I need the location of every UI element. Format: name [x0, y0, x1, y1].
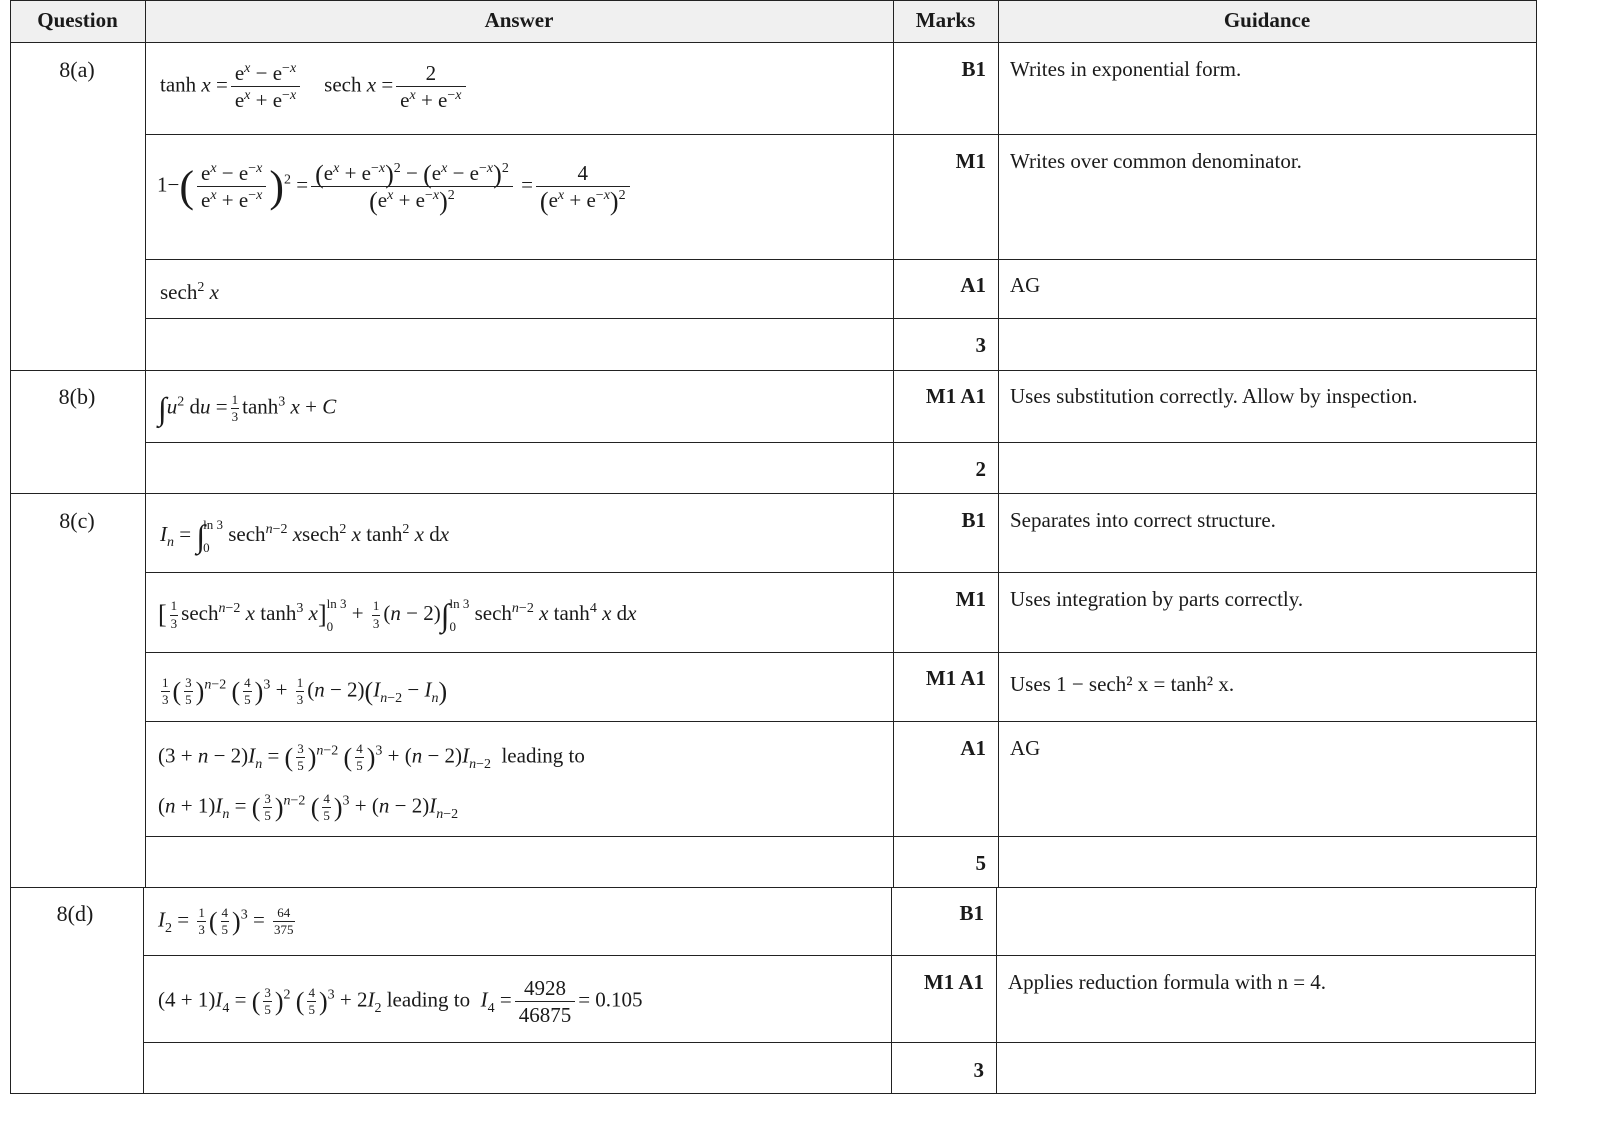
- answer-formula-rearranged: $(3 + n - 2)I_n$ = ( $\frac{3}{5}$ )$^{n-2}$ ( $\frac{4}{5}$ )$^3 + (n - 2)I_{n-2}$ leading to: [158, 741, 585, 774]
- marks-value: A1: [960, 736, 986, 760]
- row-divider: [143, 1042, 1535, 1043]
- answer-formula-sech-squared: sech$^2$ x: [160, 280, 219, 304]
- marks-value: B1: [959, 901, 984, 925]
- row-divider: [145, 318, 1536, 319]
- guidance-text: AG: [1010, 736, 1041, 760]
- question-label: 8(c): [59, 508, 95, 533]
- row-divider: [145, 134, 1536, 135]
- answer-formula-I4: $(4 + 1)I_4$ = ( $\frac{3}{5}$ )$^2$ ( $\frac{4}{5}$ )$^3 + 2I_2$ leading to $I_4$ = $\frac{4928}{46875}$ = 0.105: [158, 976, 643, 1028]
- header-marks: Marks: [915, 8, 976, 32]
- row-divider: [145, 259, 1536, 260]
- table-border-left: [10, 0, 11, 1094]
- guidance-text: Uses 1 − sech² x = tanh² x.: [1010, 672, 1235, 696]
- marks-total: 2: [975, 457, 986, 481]
- row-divider: [145, 572, 1536, 573]
- row-divider: [143, 955, 1535, 956]
- row-divider: [145, 836, 1536, 837]
- answer-formula-reduction: $(n + 1)I_n$ = ( $\frac{3}{5}$ )$^{n-2}$ ( $\frac{4}{5}$ )$^3 + (n - 2)I_{n-2}$: [158, 791, 459, 824]
- guidance-text: Uses substitution correctly. Allow by inspection.: [1010, 384, 1418, 408]
- column-divider: [143, 887, 144, 1094]
- column-divider: [891, 887, 892, 1094]
- answer-formula-I2: $I_2$ = $\frac{1}{3}$ ( $\frac{4}{5}$ )$^3$ = $\frac{64}{375}$: [158, 905, 294, 938]
- marks-value: M1 A1: [923, 970, 984, 994]
- marks-value: M1 A1: [925, 666, 986, 690]
- question-divider: [10, 493, 1536, 494]
- answer-formula-In-integral: $I_n$ = ∫ ln 3 0 sech$^{n-2}$ xsech$^2$ x $\tanh^2 x$ dx: [160, 517, 450, 555]
- row-divider: [145, 721, 1536, 722]
- column-divider: [996, 887, 997, 1094]
- table-border-top: [10, 0, 1536, 1]
- guidance-text: Uses integration by parts correctly.: [1010, 587, 1304, 611]
- question-label: 8(d): [56, 901, 94, 926]
- marks-value: M1: [955, 587, 986, 611]
- guidance-text: Separates into correct structure.: [1010, 508, 1276, 532]
- column-divider: [145, 0, 146, 888]
- row-divider: [145, 442, 1536, 443]
- header-question: Question: [37, 8, 118, 32]
- header-divider: [10, 42, 1536, 43]
- guidance-text: Writes over common denominator.: [1010, 149, 1302, 173]
- leading-to-text: leading to: [501, 743, 585, 768]
- answer-formula-substitution: $\int u^2$ du = $\frac{1}{3}$ $\tanh^3 x + C$: [158, 390, 337, 427]
- table-border-right: [1536, 0, 1537, 888]
- marks-total: 3: [975, 333, 986, 357]
- marks-value: A1: [960, 273, 986, 297]
- marks-total: 3: [973, 1058, 984, 1082]
- table-border-right: [1535, 887, 1536, 1094]
- leading-to-text: leading to: [386, 987, 471, 1012]
- guidance-text: AG: [1010, 273, 1041, 297]
- row-divider: [145, 652, 1536, 653]
- marks-value: M1 A1: [925, 384, 986, 408]
- marks-total: 5: [975, 851, 986, 875]
- question-divider: [10, 887, 1536, 888]
- question-label: 8(a): [59, 57, 95, 82]
- guidance-text: Writes in exponential form.: [1010, 57, 1242, 81]
- header-answer: Answer: [484, 8, 554, 32]
- column-divider: [893, 0, 894, 888]
- marks-value: B1: [961, 508, 986, 532]
- answer-formula-integration-by-parts: [ $\frac{1}{3}$ sech$^{n-2}$ x $\tanh^3 x$] ln 3 0 + $\frac{1}{3}$ (n − 2)∫ ln 3 0 sech$^{n-2}$ x $\tanh^4 x$ dx: [158, 596, 637, 634]
- answer-formula-substituted: $\frac{1}{3}$ ( $\frac{3}{5}$ )$^{n-2}$ ( $\frac{4}{5}$ )$^3$ + $\frac{1}{3}$ $(n - 2)(I_{n-2} - I_n)$: [162, 675, 448, 708]
- marks-value: B1: [961, 57, 986, 81]
- answer-formula-common-denominator: 1−( $\frac{e^x - e^{-x}}{e^x + e^{-x}}$ )$^2$ = $\frac{(e^x + e^{-x})^2 - (e^x - e^{-x})^2}{(e^x + e^{-x})^2}$ = $\frac{4}{(e^x + e^{-x})^2}$: [157, 160, 633, 214]
- question-divider: [10, 370, 1536, 371]
- table-border-bottom: [10, 1093, 1535, 1094]
- question-label: 8(b): [58, 384, 96, 409]
- column-divider: [998, 0, 999, 888]
- header-guidance: Guidance: [1223, 8, 1311, 32]
- guidance-text: Applies reduction formula with n = 4.: [1008, 970, 1327, 994]
- marks-value: M1: [955, 149, 986, 173]
- answer-formula-tanh-sech: tanh x = $\frac{e^x - e^{-x}}{e^x + e^{-x}}$ sech x = $\frac{2}{e^x + e^{-x}}$: [160, 60, 469, 114]
